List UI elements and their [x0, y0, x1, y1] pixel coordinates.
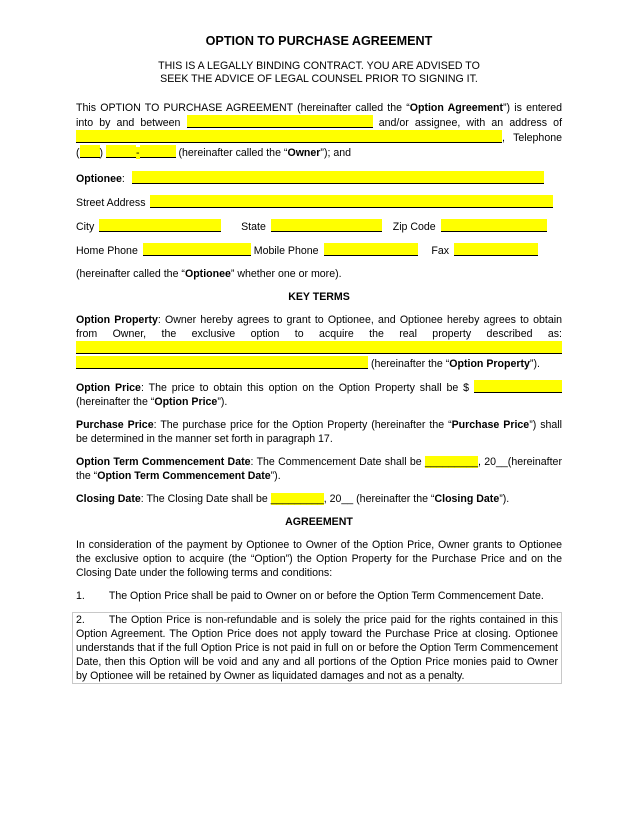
zip-code-label: Zip Code [392, 221, 436, 233]
intro-text: ) [99, 147, 104, 159]
clause-1 [76, 589, 562, 603]
option-price-after-text: (hereinafter the “ [76, 396, 155, 408]
intro-text: and/or assignee, with an address of [378, 117, 563, 129]
document-page [76, 34, 562, 684]
purchase-price-label: Purchase Price [76, 419, 154, 431]
fax-label: Fax [431, 245, 450, 257]
mobile-phone-field[interactable] [324, 243, 418, 256]
intro-bold-term: Option Agreement [409, 102, 503, 114]
intro-text: (hereinafter called the “ [178, 147, 288, 159]
intro-text: - [136, 147, 140, 159]
state-label: State [241, 221, 266, 233]
legal-warning-line: THIS IS A LEGALLY BINDING CONTRACT. YOU ARE ADVISED TO [158, 60, 480, 72]
commencement-date-paragraph [76, 455, 562, 483]
city-field[interactable] [99, 219, 221, 232]
property-description-field-1[interactable] [76, 341, 562, 354]
street-address-label: Street Address [76, 197, 146, 209]
optionee-colon: : [121, 173, 125, 185]
owner-phone-area-field[interactable] [80, 145, 100, 158]
closing-date-field[interactable]: _________ [270, 493, 324, 505]
clause-text: The Option Price shall be paid to Owner on or before the Option Term Commencement Date. [108, 590, 544, 602]
intro-text: ”); and [320, 147, 352, 159]
optionee-label: Optionee [76, 173, 122, 185]
key-terms-heading: KEY TERMS [288, 291, 350, 303]
closing-date-label: Closing Date [76, 493, 141, 505]
intro-paragraph [76, 101, 562, 160]
option-property-paragraph [76, 313, 562, 371]
closing-date-paragraph [76, 492, 562, 506]
intro-text: , Telephone ( [76, 132, 562, 159]
consideration-paragraph: In consideration of the payment by Optionee to Owner of the Option Price, Owner grants to Optionee the exclusive option to acquire (the “Option”) the Option Property for the Purchase Price and on the Closing Date under the following terms and conditions: [76, 539, 562, 579]
owner-phone-prefix-field[interactable] [106, 145, 136, 158]
legal-warning [76, 60, 562, 86]
option-property-term: Option Property [449, 358, 530, 370]
clause-2-box [72, 612, 562, 684]
optionee-name-field[interactable] [132, 171, 544, 184]
intro-bold-term: Owner [287, 147, 321, 159]
clause-number: 2. [76, 614, 85, 626]
closing-date-text: : The Closing Date shall be [140, 493, 268, 505]
commencement-date-label: Option Term Commencement Date [76, 456, 251, 468]
property-description-field-2[interactable] [76, 356, 368, 369]
intro-text: This OPTION TO PURCHASE AGREEMENT (hereinafter called the “ [76, 102, 410, 114]
legal-warning-line: SEEK THE ADVICE OF LEGAL COUNSEL PRIOR TO SIGNING IT. [160, 73, 478, 85]
city-label: City [76, 221, 95, 233]
zip-code-field[interactable] [441, 219, 547, 232]
closing-date-text: ”). [499, 493, 510, 505]
option-property-text: : Owner hereby agrees to grant to Optionee, and Optionee hereby agrees to obtain from Owner, the exclusive option to acquire the real property described as: [76, 314, 562, 340]
optionee-row [76, 171, 562, 186]
owner-name-field[interactable] [187, 115, 373, 128]
option-price-label: Option Price [76, 382, 141, 394]
phone-row [76, 243, 562, 258]
intro-text: ”) is entered into by and between [76, 102, 563, 129]
agreement-heading: AGREEMENT [285, 516, 353, 528]
commencement-date-term: Option Term Commencement Date [97, 470, 271, 482]
home-phone-label: Home Phone [76, 245, 138, 257]
clause-number: 1. [76, 590, 85, 602]
option-price-paragraph [76, 380, 562, 409]
fax-field[interactable] [454, 243, 538, 256]
home-phone-field[interactable] [143, 243, 251, 256]
owner-address-field[interactable] [76, 130, 502, 143]
optionee-definition [76, 267, 562, 281]
street-address-field[interactable] [150, 195, 553, 208]
owner-phone-line-field[interactable] [140, 145, 176, 158]
mobile-phone-label: Mobile Phone [253, 245, 319, 257]
purchase-price-paragraph [76, 418, 562, 446]
option-price-field[interactable] [474, 380, 562, 393]
option-property-label: Option Property [76, 314, 158, 326]
optionee-definition-term: Optionee [184, 268, 231, 280]
clause-2 [76, 613, 558, 683]
document-title: OPTION TO PURCHASE AGREEMENT [205, 34, 433, 48]
option-price-text: : The price to obtain this option on the Option Property shall be $ [140, 382, 470, 394]
option-property-after-text: ”). [529, 358, 540, 370]
closing-date-text: , 20__ (hereinafter the “ [323, 493, 435, 505]
commencement-date-text: ”). [270, 470, 281, 482]
closing-date-term: Closing Date [434, 493, 500, 505]
purchase-price-text: : The purchase price for the Option Property (hereinafter the “ [153, 419, 452, 431]
purchase-price-term: Purchase Price [451, 419, 530, 431]
optionee-definition-text: (hereinafter called the “ [76, 268, 185, 280]
optionee-definition-text: ” whether one or more). [230, 268, 342, 280]
option-price-term: Option Price [154, 396, 218, 408]
clause-text: The Option Price is non-refundable and is solely the price paid for the rights contained in this Option Agreement. The Option Price does not apply toward the Purchase Price at closing. Optionee understands that if the full Option Price is not paid in full on or before the Option Term Commencement Date, then this Option will be void and any and all portions of the Option Price monies paid to Owner by Optionee will be retained by Owner as liquidated damages and not as a penalty. [76, 614, 558, 682]
street-address-row [76, 195, 562, 210]
commencement-date-text: : The Commencement Date shall be [250, 456, 422, 468]
purchase-price-text: ”) shall be determined in the manner set forth in paragraph 17. [76, 419, 563, 445]
city-state-zip-row [76, 219, 562, 234]
commencement-date-text: , 20__(hereinafter the “ [76, 456, 562, 482]
commencement-date-field[interactable]: _________ [424, 456, 478, 468]
state-field[interactable] [271, 219, 382, 232]
option-price-after-text: ”). [217, 396, 228, 408]
option-property-after-text: (hereinafter the “ [370, 358, 450, 370]
